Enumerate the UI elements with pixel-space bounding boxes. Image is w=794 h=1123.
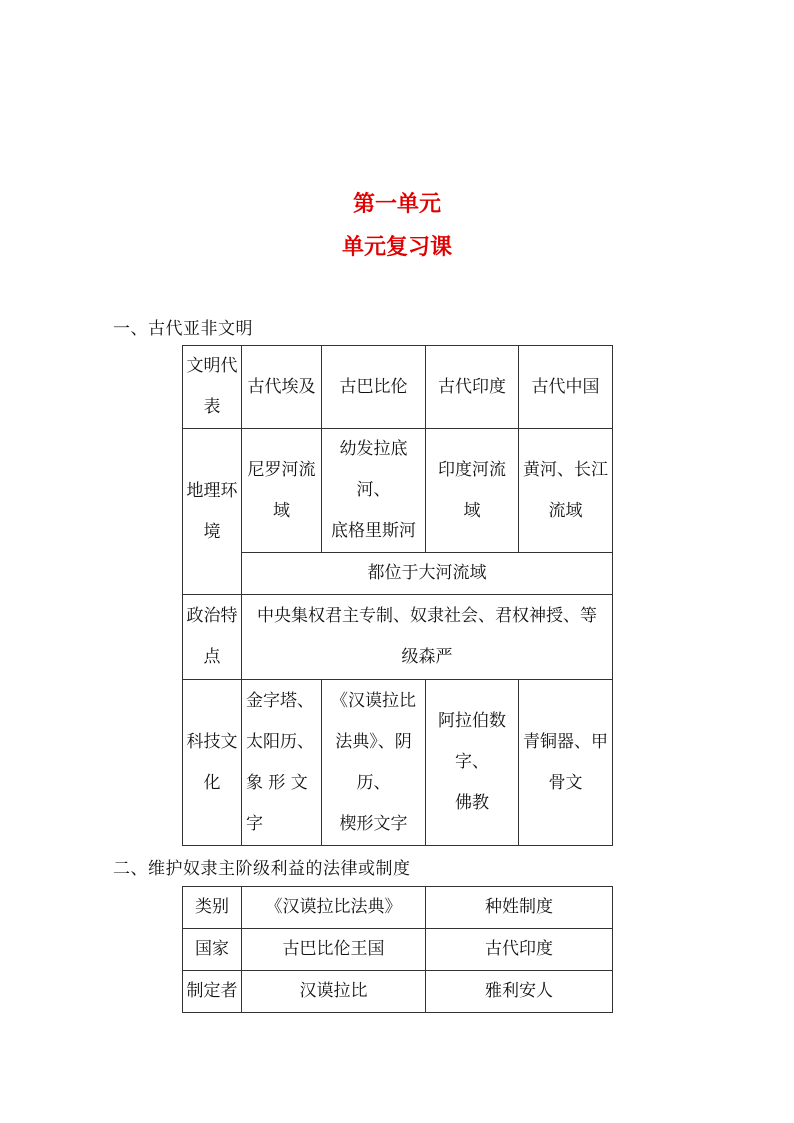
- section-2-heading: 二、维护奴隶主阶级利益的法律或制度: [113, 859, 411, 879]
- table-row: [183, 929, 613, 971]
- cell-ancient-india: 古代印度: [426, 929, 613, 971]
- table-row: [183, 887, 613, 929]
- row-label-civilization: 文明代 表: [183, 346, 242, 429]
- laws-table: [182, 886, 613, 1013]
- geo-india: 印度河流 域: [426, 429, 519, 553]
- culture-china: 青铜器、甲 骨文: [519, 680, 613, 846]
- geo-egypt: 尼罗河流 域: [242, 429, 322, 553]
- col-egypt: 古代埃及: [242, 346, 322, 429]
- culture-babylon: 《汉谟拉比 法典》、阴历、 楔形文字: [322, 680, 426, 846]
- table-row: [183, 595, 613, 680]
- table-row: [183, 346, 613, 429]
- cell-hammurabi: 《汉谟拉比法典》: [242, 887, 426, 929]
- cell-aryans: 雅利安人: [426, 971, 613, 1013]
- table-row: [183, 680, 613, 846]
- row-label-country: 国家: [183, 929, 242, 971]
- cell-babylon-kingdom: 古巴比伦王国: [242, 929, 426, 971]
- politics-text: 中央集权君主专制、奴隶社会、君权神授、等 级森严: [242, 595, 613, 680]
- row-label-category: 类别: [183, 887, 242, 929]
- table-row: [183, 971, 613, 1013]
- civilizations-table: [182, 345, 613, 846]
- geo-china: 黄河、长江 流域: [519, 429, 613, 553]
- geo-babylon: 幼发拉底 河、 底格里斯河: [322, 429, 426, 553]
- row-label-politics: 政治特 点: [183, 595, 242, 680]
- col-babylon: 古巴比伦: [322, 346, 426, 429]
- section-1-heading: 一、古代亚非文明: [113, 319, 253, 339]
- col-china: 古代中国: [519, 346, 613, 429]
- table-row: [183, 553, 613, 595]
- row-label-maker: 制定者: [183, 971, 242, 1013]
- table-row: [183, 429, 613, 553]
- row-label-culture: 科技文 化: [183, 680, 242, 846]
- geo-common: 都位于大河流域: [242, 553, 613, 595]
- cell-hammurabi-king: 汉谟拉比: [242, 971, 426, 1013]
- row-label-geography: 地理环 境: [183, 429, 242, 595]
- col-india: 古代印度: [426, 346, 519, 429]
- lesson-title: 单元复习课: [341, 235, 452, 260]
- unit-title: 第一单元: [352, 192, 441, 217]
- cell-caste: 种姓制度: [426, 887, 613, 929]
- culture-india: 阿拉伯数 字、 佛教: [426, 680, 519, 846]
- culture-egypt: 金字塔、 太阳历、 象 形 文 字: [242, 680, 322, 846]
